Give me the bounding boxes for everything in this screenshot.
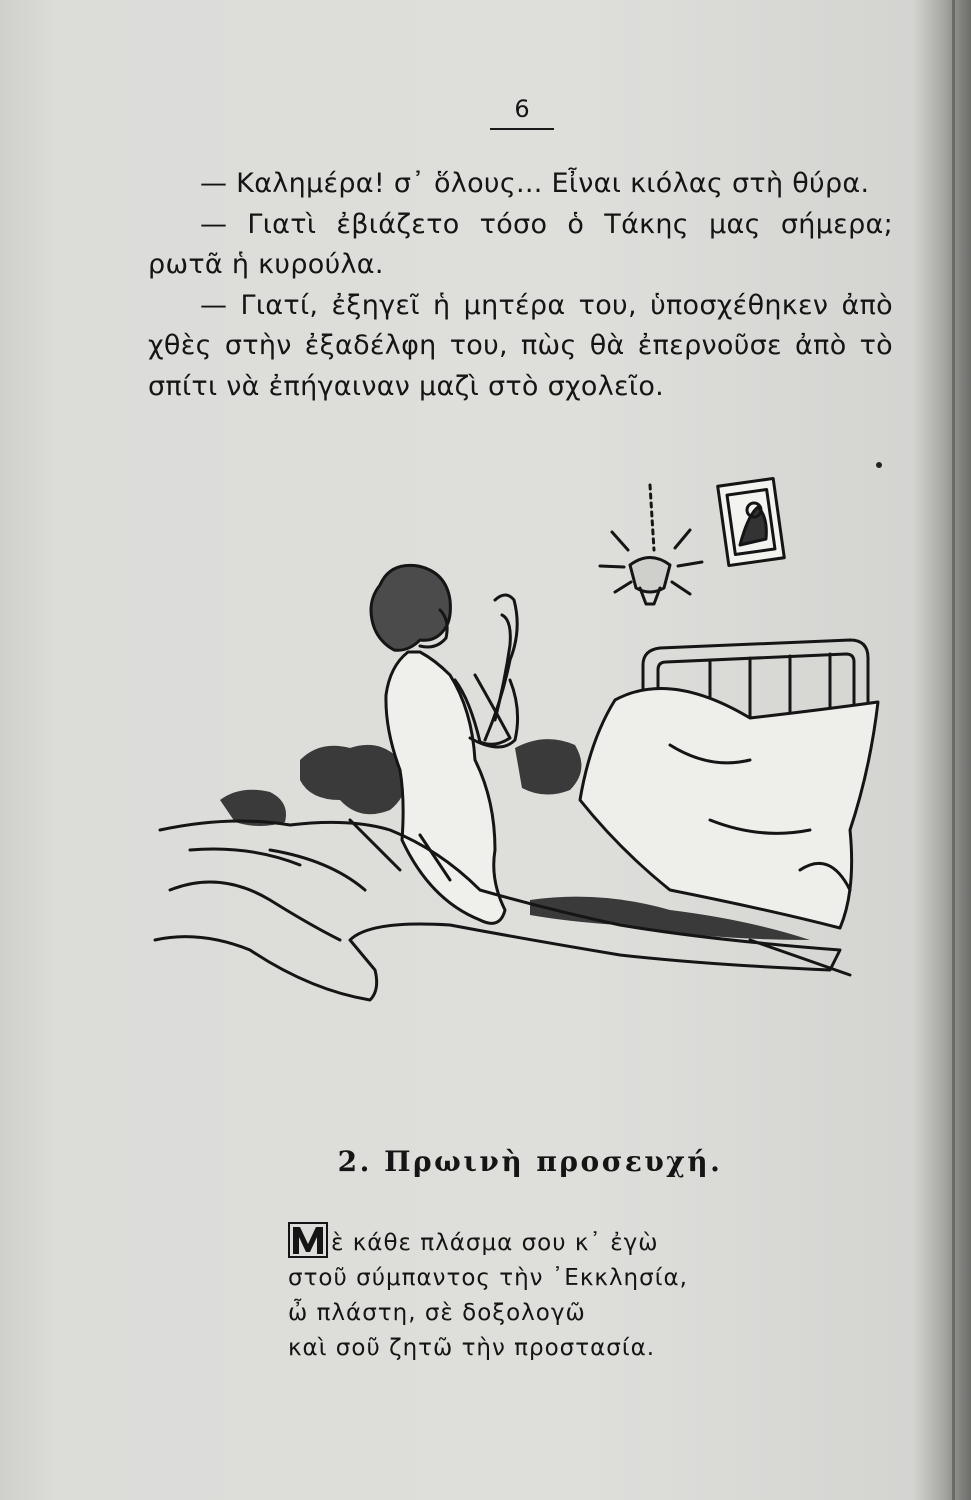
dropcap-letter <box>288 1222 328 1258</box>
icon-frame <box>718 478 785 565</box>
poem-line: στοῦ σύμπαντος τὴν ᾽Εκκλησία, <box>288 1265 688 1291</box>
oil-lamp <box>600 485 702 604</box>
dialogue-line: — Γιατί, ἐξηγεῖ ἡ μητέρα του, ὑποσχέθηκεν ἀπὸ χθὲς στὴν ἐξαδέλφη του, πὼς θὰ ἐπερνοῦσε ἀπὸ τὸ σπίτι νὰ ἐπήγαιναν μαζὶ στὸ σχολεῖο. <box>148 289 893 402</box>
page-gutter-shadow <box>952 0 955 1500</box>
dialogue-line: — Γιατὶ ἐβιάζετο τόσο ὁ Τάκης μας σήμερα; ρωτᾶ ἡ κυρούλα. <box>148 208 893 280</box>
poem-line: ὦ πλάστη, σὲ δοξολογῶ <box>288 1300 586 1326</box>
section-title: 2. Πρωινὴ προσευχή. <box>337 1145 723 1178</box>
praying-child-illustration <box>150 470 890 1010</box>
poem <box>288 1222 848 1366</box>
ink-speck <box>876 462 882 468</box>
poem-line-text: ὲ κάθε πλάσμα σου κ᾽ ἐγὼ <box>331 1230 659 1256</box>
page-number: 6 <box>514 95 530 123</box>
page-number-rule <box>490 128 554 130</box>
prose-block <box>148 164 893 407</box>
dialogue-line: — Καλημέρα! σ᾽ ὅλους... Εἶναι κιόλας στὴ θύρα. <box>200 168 870 199</box>
poem-line: καὶ σοῦ ζητῶ τὴν προστασία. <box>288 1335 656 1361</box>
poem-line <box>288 1222 848 1261</box>
